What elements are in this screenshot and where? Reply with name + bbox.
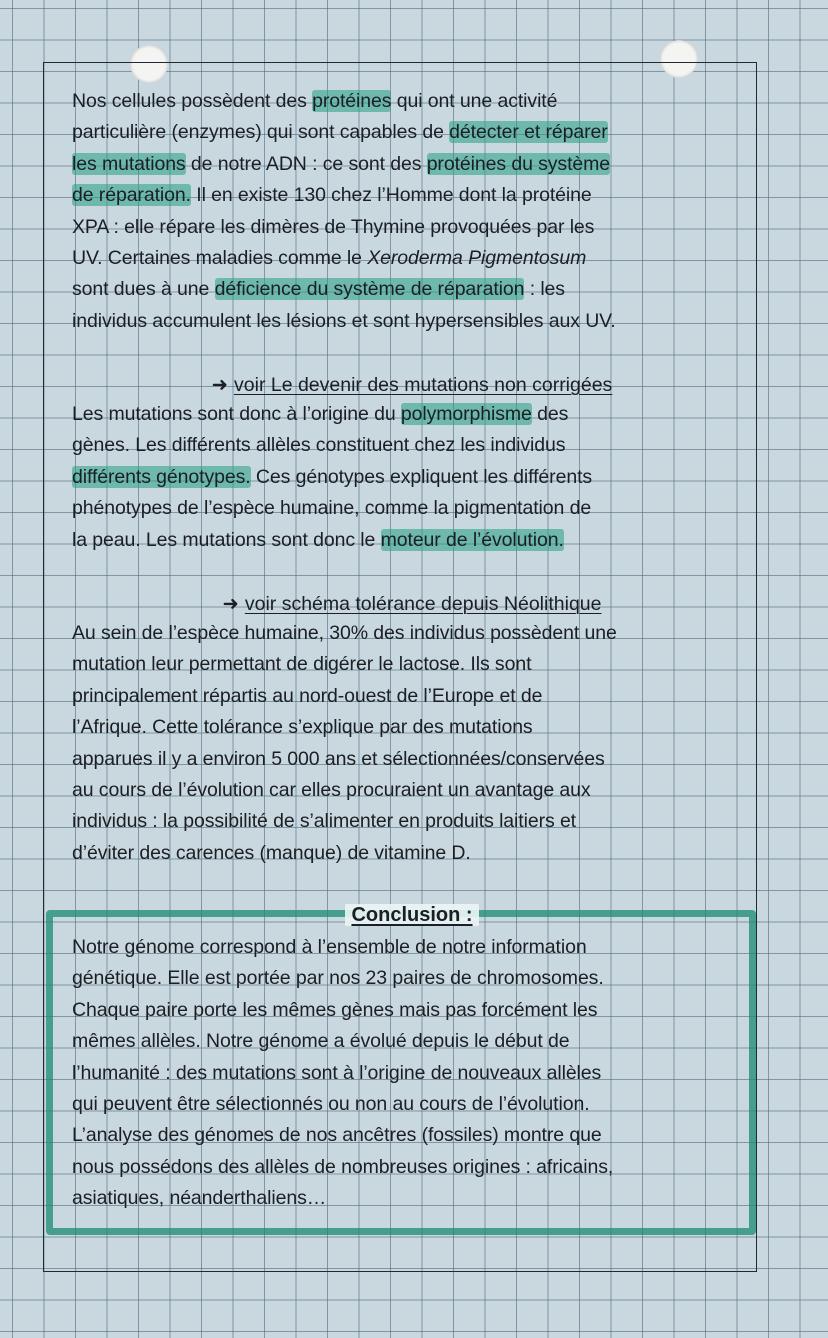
reference-label: voir schéma tolérance depuis Néolithique bbox=[244, 593, 602, 615]
conclusion-title: Conclusion : bbox=[72, 900, 752, 931]
text-line: Nos cellules possèdent des protéines qui ont une activité bbox=[72, 90, 558, 112]
text-line: individus accumulent les lésions et sont hypersensibles aux UV. bbox=[72, 309, 616, 332]
text-line: sont dues à une déficience du système de réparation : les bbox=[72, 278, 565, 301]
text-line: mêmes allèles. Notre génome a évolué depuis le début de bbox=[72, 1030, 570, 1053]
text-line: Chaque paire porte les mêmes gènes mais pas forcément les bbox=[72, 998, 598, 1021]
text-line: l’Afrique. Cette tolérance s’explique par des mutations bbox=[72, 716, 533, 739]
text-line: au cours de l’évolution car elles procuraient un avantage aux bbox=[72, 779, 591, 802]
text-line: principalement répartis au nord-ouest de l’Europe et de bbox=[72, 684, 543, 707]
paragraph-polymorphism bbox=[72, 399, 752, 556]
reference-label: voir Le devenir des mutations non corrigées bbox=[234, 374, 613, 396]
arrow-right-icon: ➜ bbox=[222, 593, 239, 615]
text-line: mutation leur permettant de digérer le lactose. Ils sont bbox=[72, 653, 532, 676]
text-line: particulière (enzymes) qui sont capables de détecter et réparer bbox=[72, 121, 608, 144]
text-line: qui peuvent être sélectionnés ou non au cours de l’évolution. bbox=[72, 1093, 590, 1116]
text-line: d’éviter des carences (manque) de vitamine D. bbox=[72, 841, 471, 864]
text-line: génétique. Elle est portée par nos 23 paires de chromosomes. bbox=[72, 967, 604, 990]
text-line: asiatiques, néanderthaliens… bbox=[72, 1187, 327, 1210]
text-line: apparues il y a environ 5 000 ans et sélectionnées/conservées bbox=[72, 747, 605, 770]
text-line: Les mutations sont donc à l’origine du polymorphisme des bbox=[72, 403, 569, 425]
text-line: l’humanité : des mutations sont à l’origine de nouveaux allèles bbox=[72, 1061, 602, 1084]
text-line: XPA : elle répare les dimères de Thymine provoquées par les bbox=[72, 215, 595, 238]
text-line: individus : la possibilité de s’alimenter en produits laitiers et bbox=[72, 810, 577, 833]
text-line: nous possédons des allèles de nombreuses origines : africains, bbox=[72, 1155, 614, 1178]
text-line: L’analyse des génomes de nos ancêtres (fossiles) montre que bbox=[72, 1124, 602, 1147]
text-line: gènes. Les différents allèles constituent chez les individus bbox=[72, 434, 566, 457]
text-line: la peau. Les mutations sont donc le moteur de l’évolution. bbox=[72, 528, 564, 551]
paragraph-lactose bbox=[72, 618, 752, 869]
text-line: les mutations de notre ADN : ce sont des protéines du système bbox=[72, 152, 611, 175]
text-line: Notre génome correspond à l’ensemble de notre information bbox=[72, 936, 587, 958]
arrow-right-icon: ➜ bbox=[211, 374, 229, 396]
text-line: différents génotypes. Ces génotypes expliquent les différents bbox=[72, 465, 593, 488]
text-line: UV. Certaines maladies comme le Xeroderma Pigmentosum bbox=[72, 247, 587, 270]
text-line: de réparation. Il en existe 130 chez l’Homme dont la protéine bbox=[72, 184, 592, 207]
text-line: Au sein de l’espèce humaine, 30% des individus possèdent une bbox=[72, 622, 617, 644]
reference-mutations-uncorrected bbox=[72, 370, 752, 401]
paragraph-dna-repair bbox=[72, 86, 752, 337]
conclusion-text bbox=[72, 932, 752, 1215]
text-line: phénotypes de l’espèce humaine, comme la pigmentation de bbox=[72, 497, 592, 520]
reference-lactose-tolerance bbox=[72, 589, 752, 620]
